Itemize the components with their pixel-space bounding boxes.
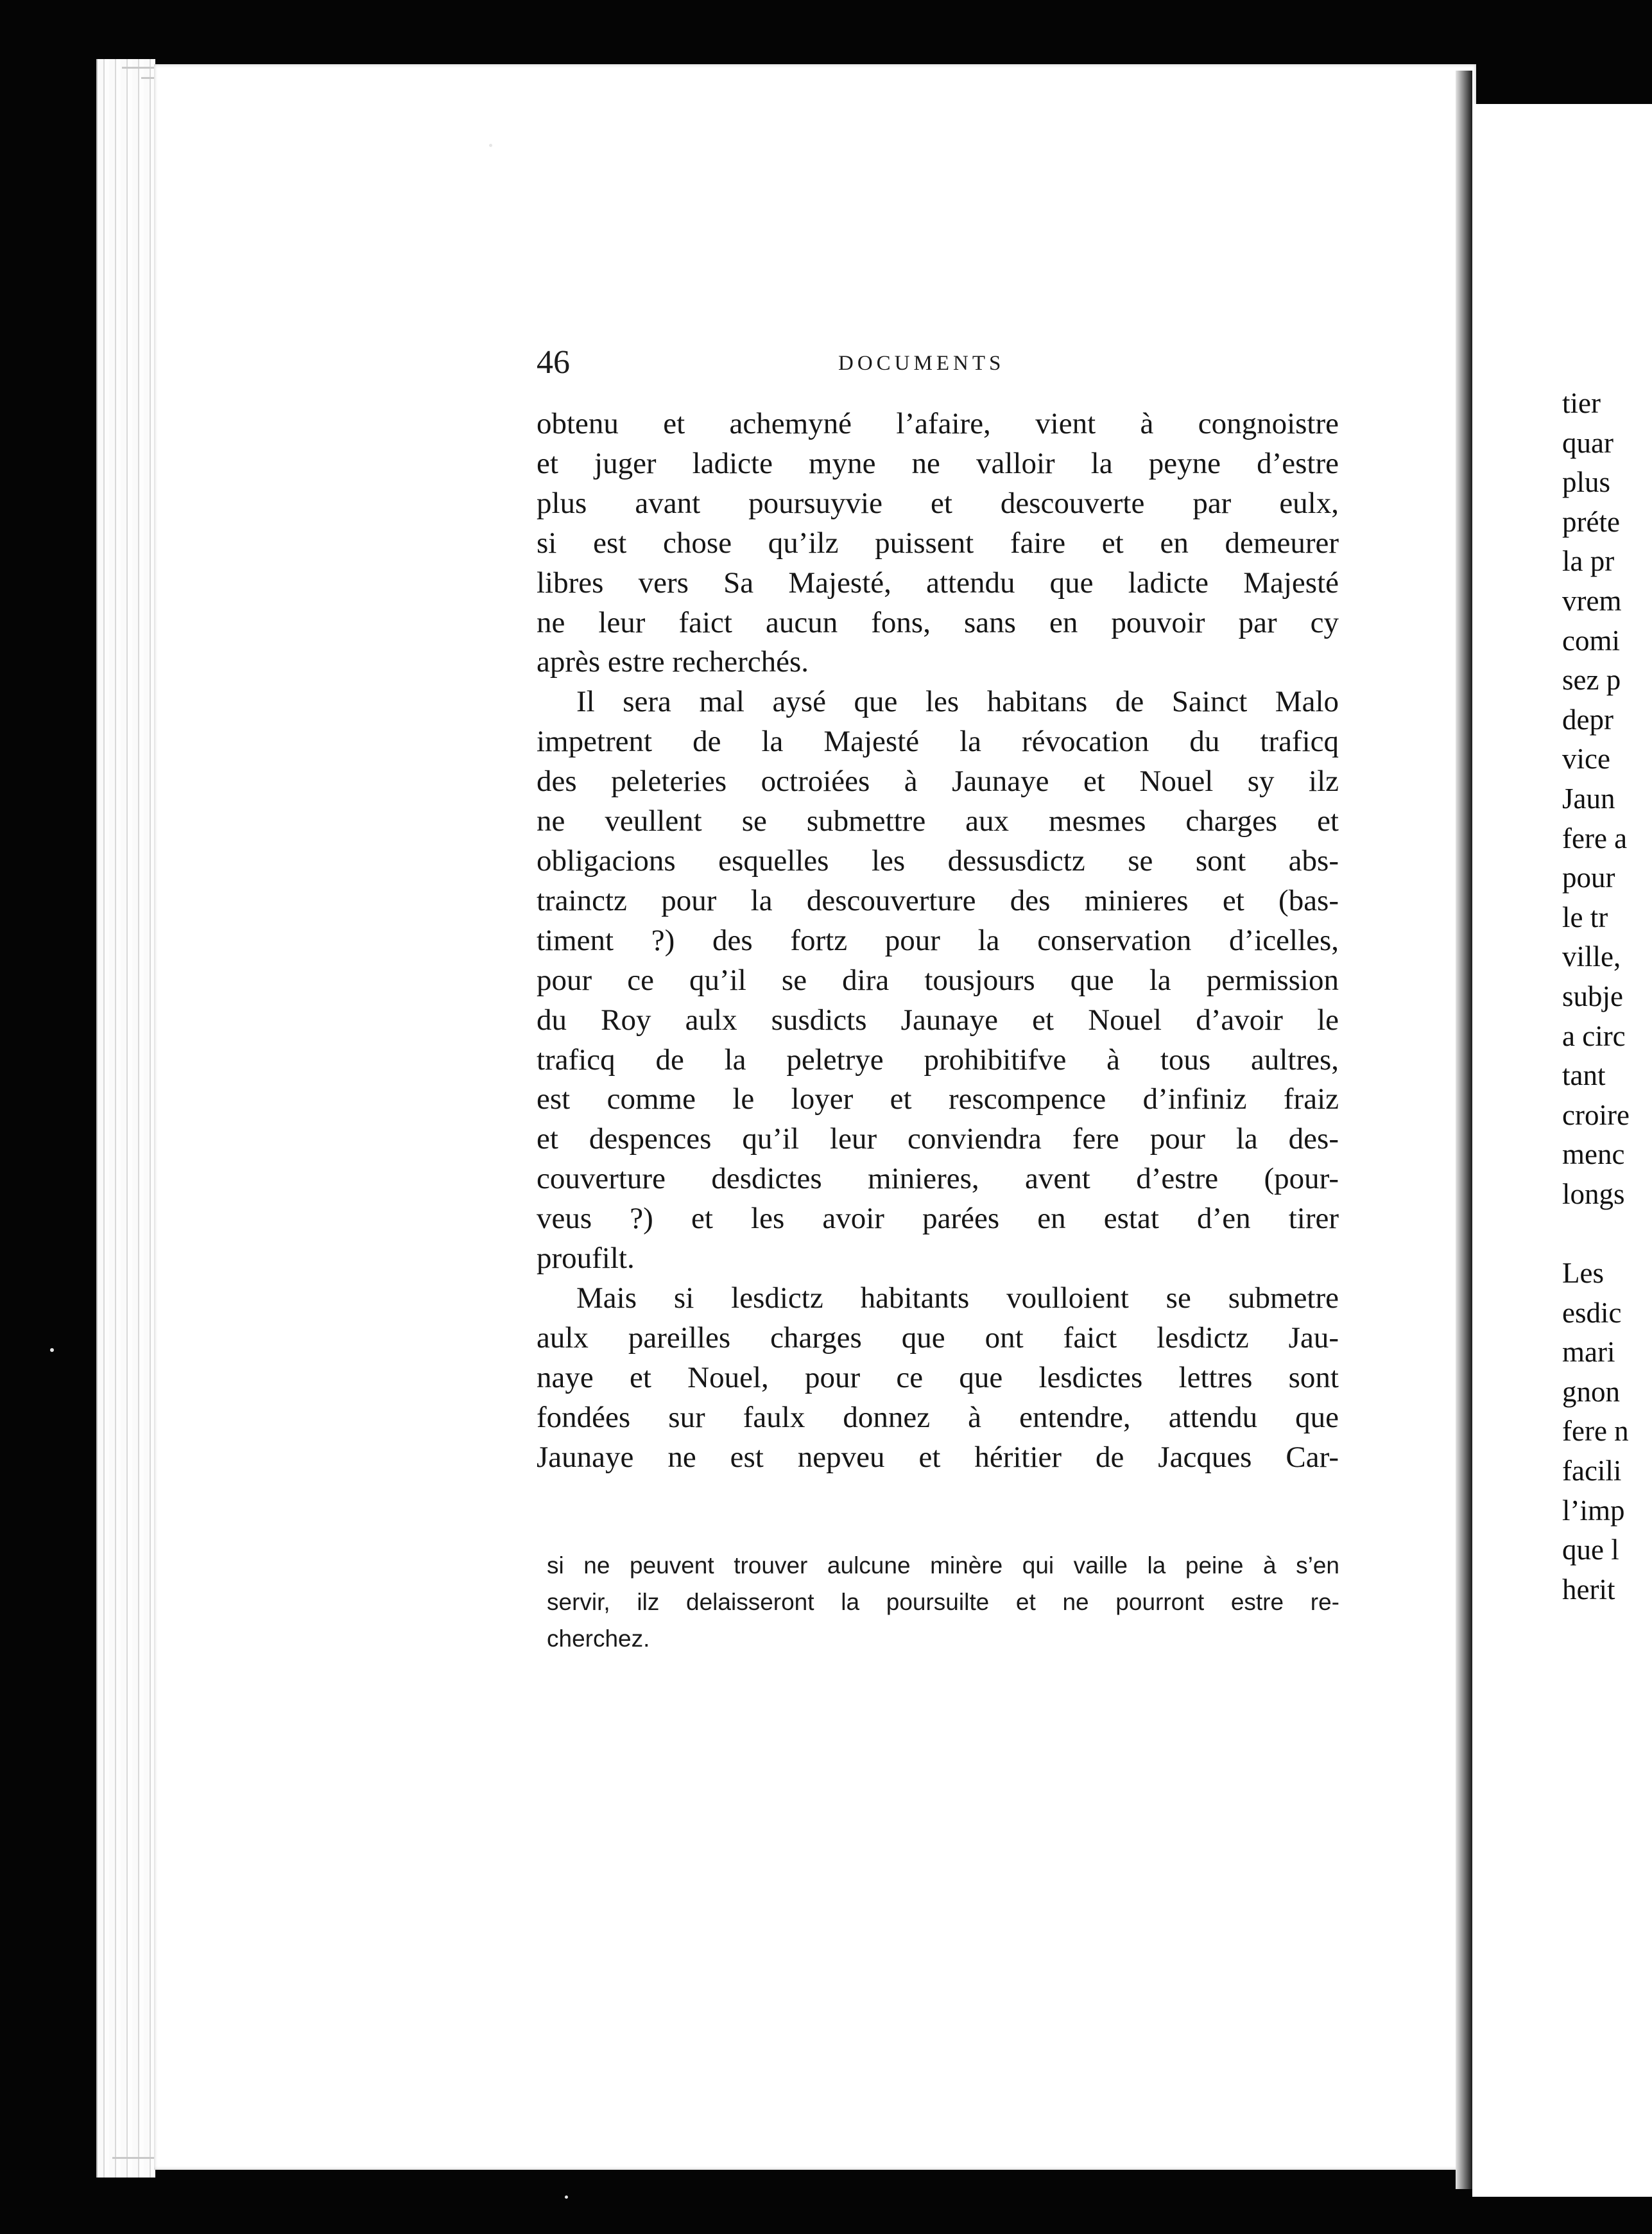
facing-page-line: facili (1562, 1455, 1622, 1487)
facing-page-line: fere n (1562, 1415, 1629, 1448)
text-line: fondées sur faulx donnez à entendre, attendu que (537, 1400, 1339, 1434)
dust-speck (489, 144, 492, 147)
text-line: obligacions esquelles les dessusdictz se sont abs- (537, 844, 1339, 878)
facing-page-line: que l (1562, 1534, 1619, 1566)
facing-page-line: le tr (1562, 901, 1608, 933)
facing-page-line: fere a (1562, 822, 1628, 854)
facing-page-line: ville, (1562, 940, 1621, 973)
facing-page-line: a circ (1562, 1019, 1626, 1052)
text-line: si est chose qu’ilz puissent faire et en demeurer (537, 526, 1339, 560)
text-line: trainctz pour la descouverture des minieres et (bas- (537, 883, 1339, 917)
facing-page-line: vrem (1562, 584, 1622, 617)
book-gutter (1456, 71, 1472, 2189)
facing-page-line: quar (1562, 426, 1613, 459)
text-line: couverture desdictes minieres, avent d’estre (pour- (537, 1162, 1339, 1196)
footnote-line: servir, ilz delaisseront la poursuilte et ne pourront estre re- (547, 1589, 1339, 1615)
text-line: et juger ladicte myne ne valloir la peyne d’estre (537, 446, 1339, 480)
text-line: impetrent de la Majesté la révocation du traficq (537, 725, 1339, 759)
footnote-block (547, 1547, 1339, 1657)
running-head-title: DOCUMENTS (838, 352, 1005, 375)
text-line: aulx pareilles charges que ont faict lesdictz Jau- (537, 1320, 1339, 1355)
text-line: pour ce qu’il se dira tousjours que la permission (537, 963, 1339, 997)
facing-page-line: depr (1562, 703, 1613, 736)
page-number: 46 (537, 344, 570, 381)
facing-page-line: tier (1562, 387, 1601, 419)
footnote-line: cherchez. (547, 1625, 650, 1652)
facing-page-text (1562, 384, 1652, 1609)
page-edge-stack (96, 59, 155, 2178)
facing-page-line (1562, 1214, 1652, 1254)
text-line: ne veullent se submettre aux mesmes charges et (537, 804, 1339, 838)
facing-page-line: croire (1562, 1098, 1630, 1131)
text-line: des peleteries octroiées à Jaunaye et Nouel sy ilz (537, 765, 1339, 799)
facing-page-line: Les (1562, 1257, 1604, 1290)
facing-page-line: tant (1562, 1059, 1606, 1092)
facing-page-line: comi (1562, 624, 1620, 657)
facing-page-line: pour (1562, 862, 1615, 894)
facing-page-line: herit (1562, 1573, 1615, 1606)
facing-page-line: gnon (1562, 1375, 1620, 1408)
text-line: plus avant poursuyvie et descouverte par eulx, (537, 486, 1339, 520)
text-line: et despences qu’il leur conviendra fere pour la des- (537, 1122, 1339, 1156)
dust-speck (565, 2195, 568, 2199)
dust-speck (50, 1348, 54, 1352)
facing-page-line: menc (1562, 1138, 1625, 1171)
facing-page-line: subje (1562, 980, 1623, 1012)
facing-page-line: longs (1562, 1177, 1625, 1210)
text-line: traficq de la peletrye prohibitifve à tous aultres, (537, 1043, 1339, 1077)
facing-page-line: sez p (1562, 664, 1621, 697)
text-line: timent ?) des fortz pour la conservation d’icelles, (537, 923, 1339, 957)
text-line: Il sera mal aysé que les habitans de Sainct Malo (576, 685, 1339, 719)
text-line: est comme le loyer et rescompence d’infiniz fraiz (537, 1082, 1339, 1116)
facing-page-line: préte (1562, 505, 1620, 538)
footnote-line: si ne peuvent trouver aulcune minère qui vaille la peine à s’en (547, 1552, 1339, 1579)
text-line: après estre recherchés. (537, 645, 809, 679)
text-line: Mais si lesdictz habitants voulloient se submetre (576, 1281, 1339, 1315)
facing-page-line: l’imp (1562, 1494, 1625, 1527)
text-line: ne leur faict aucun fons, sans en pouvoir par cy (537, 605, 1339, 639)
text-line: veus ?) et les avoir parées en estat d’en tirer (537, 1202, 1339, 1236)
text-line: du Roy aulx susdicts Jaunaye et Nouel d’avoir le (537, 1003, 1339, 1037)
main-text-block (537, 404, 1339, 1477)
facing-page-line: la pr (1562, 545, 1615, 578)
text-line: naye et Nouel, pour ce que lesdictes lettres sont (537, 1360, 1339, 1394)
text-line: libres vers Sa Majesté, attendu que ladicte Majesté (537, 566, 1339, 600)
facing-page-line: Jaun (1562, 782, 1615, 815)
text-line: obtenu et achemyné l’afaire, vient à congnoistre (537, 407, 1339, 440)
facing-page-line: plus (1562, 466, 1611, 499)
facing-page-line: esdic (1562, 1296, 1622, 1329)
facing-page-line: vice (1562, 743, 1610, 775)
text-line: proufilt. (537, 1242, 635, 1276)
facing-page-line: mari (1562, 1336, 1615, 1369)
text-line: Jaunaye ne est nepveu et héritier de Jacques Car- (537, 1440, 1339, 1474)
